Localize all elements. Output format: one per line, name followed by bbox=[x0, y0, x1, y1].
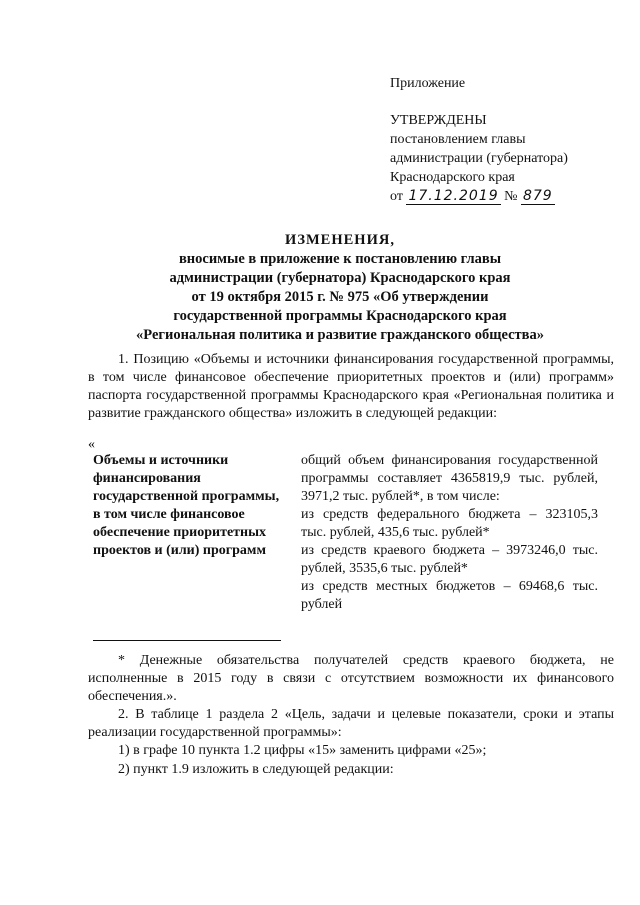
title-line-5: государственной программы Краснодарского края bbox=[173, 308, 507, 324]
handwritten-date: 17.12.2019 bbox=[408, 188, 499, 204]
approval-line-3: Краснодарского края bbox=[390, 170, 515, 185]
table-value-cell bbox=[301, 452, 598, 614]
value-regional: из средств краевого бюджета – 3973246,0 тыс. рублей, 3535,6 тыс. рублей* bbox=[301, 543, 598, 576]
approval-line-2: администрации (губернатора) bbox=[390, 151, 568, 166]
approval-block bbox=[390, 74, 620, 206]
appendix-label: Приложение bbox=[390, 76, 466, 91]
title-line-3: администрации (губернатора) Краснодарского края bbox=[169, 270, 511, 286]
value-federal: из средств федерального бюджета – 323105,3 тыс. рублей, 435,6 тыс. рублей* bbox=[301, 507, 598, 540]
footnote-divider bbox=[93, 640, 281, 641]
paragraph-2: 2. В таблице 1 раздела 2 «Цель, задачи и целевые показатели, сроки и этапы реализации государственной программы»: bbox=[88, 707, 614, 740]
title-line-1: ИЗМЕНЕНИЯ, bbox=[285, 232, 395, 248]
list-item-2: 2) пункт 1.9 изложить в следующей редакции: bbox=[118, 762, 394, 777]
document-title bbox=[60, 231, 620, 345]
spacer bbox=[390, 93, 620, 111]
opening-quote: « bbox=[88, 437, 95, 452]
handwritten-number: 879 bbox=[522, 188, 553, 204]
value-local: из средств местных бюджетов – 69468,6 тыс. рублей bbox=[301, 579, 598, 612]
title-line-2: вносимые в приложение к постановлению главы bbox=[178, 251, 502, 267]
number-prefix: № bbox=[504, 189, 518, 204]
approved-heading: УТВЕРЖДЕНЫ bbox=[390, 113, 487, 128]
value-total: общий объем финансирования государственной программы составляет 4365819,9 тыс. рублей, 3971,2 тыс. рублей*, в том числе: bbox=[301, 453, 598, 504]
footnote: * Денежные обязательства получателей средств краевого бюджета, не исполненные в 2015 году в связи с отсутствием возможности их финансового обеспечения.». bbox=[88, 653, 614, 704]
approval-line-1: постановлением главы bbox=[390, 132, 526, 147]
title-line-4: от 19 октября 2015 г. № 975 «Об утверждении bbox=[191, 289, 489, 305]
title-line-6: «Региональная политика и развитие гражданского общества» bbox=[136, 327, 544, 343]
table-label-cell: Объемы и источники финансирования государственной программы, в том числе финансовое обеспечение приоритетных проектов и (или) программ bbox=[93, 453, 280, 558]
paragraph-1: 1. Позицию «Объемы и источники финансирования государственной программы, в том числе финансовое обеспечение приоритетных проектов и (или) программ» паспорта государственной программы Краснодарского края «Региональная политика и развитие гражданского общества» изложить в следующей редакции: bbox=[88, 352, 614, 421]
date-prefix: от bbox=[390, 189, 403, 204]
approval-date-line bbox=[390, 187, 620, 206]
list-item-1: 1) в графе 10 пункта 1.2 цифры «15» заменить цифрами «25»; bbox=[118, 743, 487, 758]
